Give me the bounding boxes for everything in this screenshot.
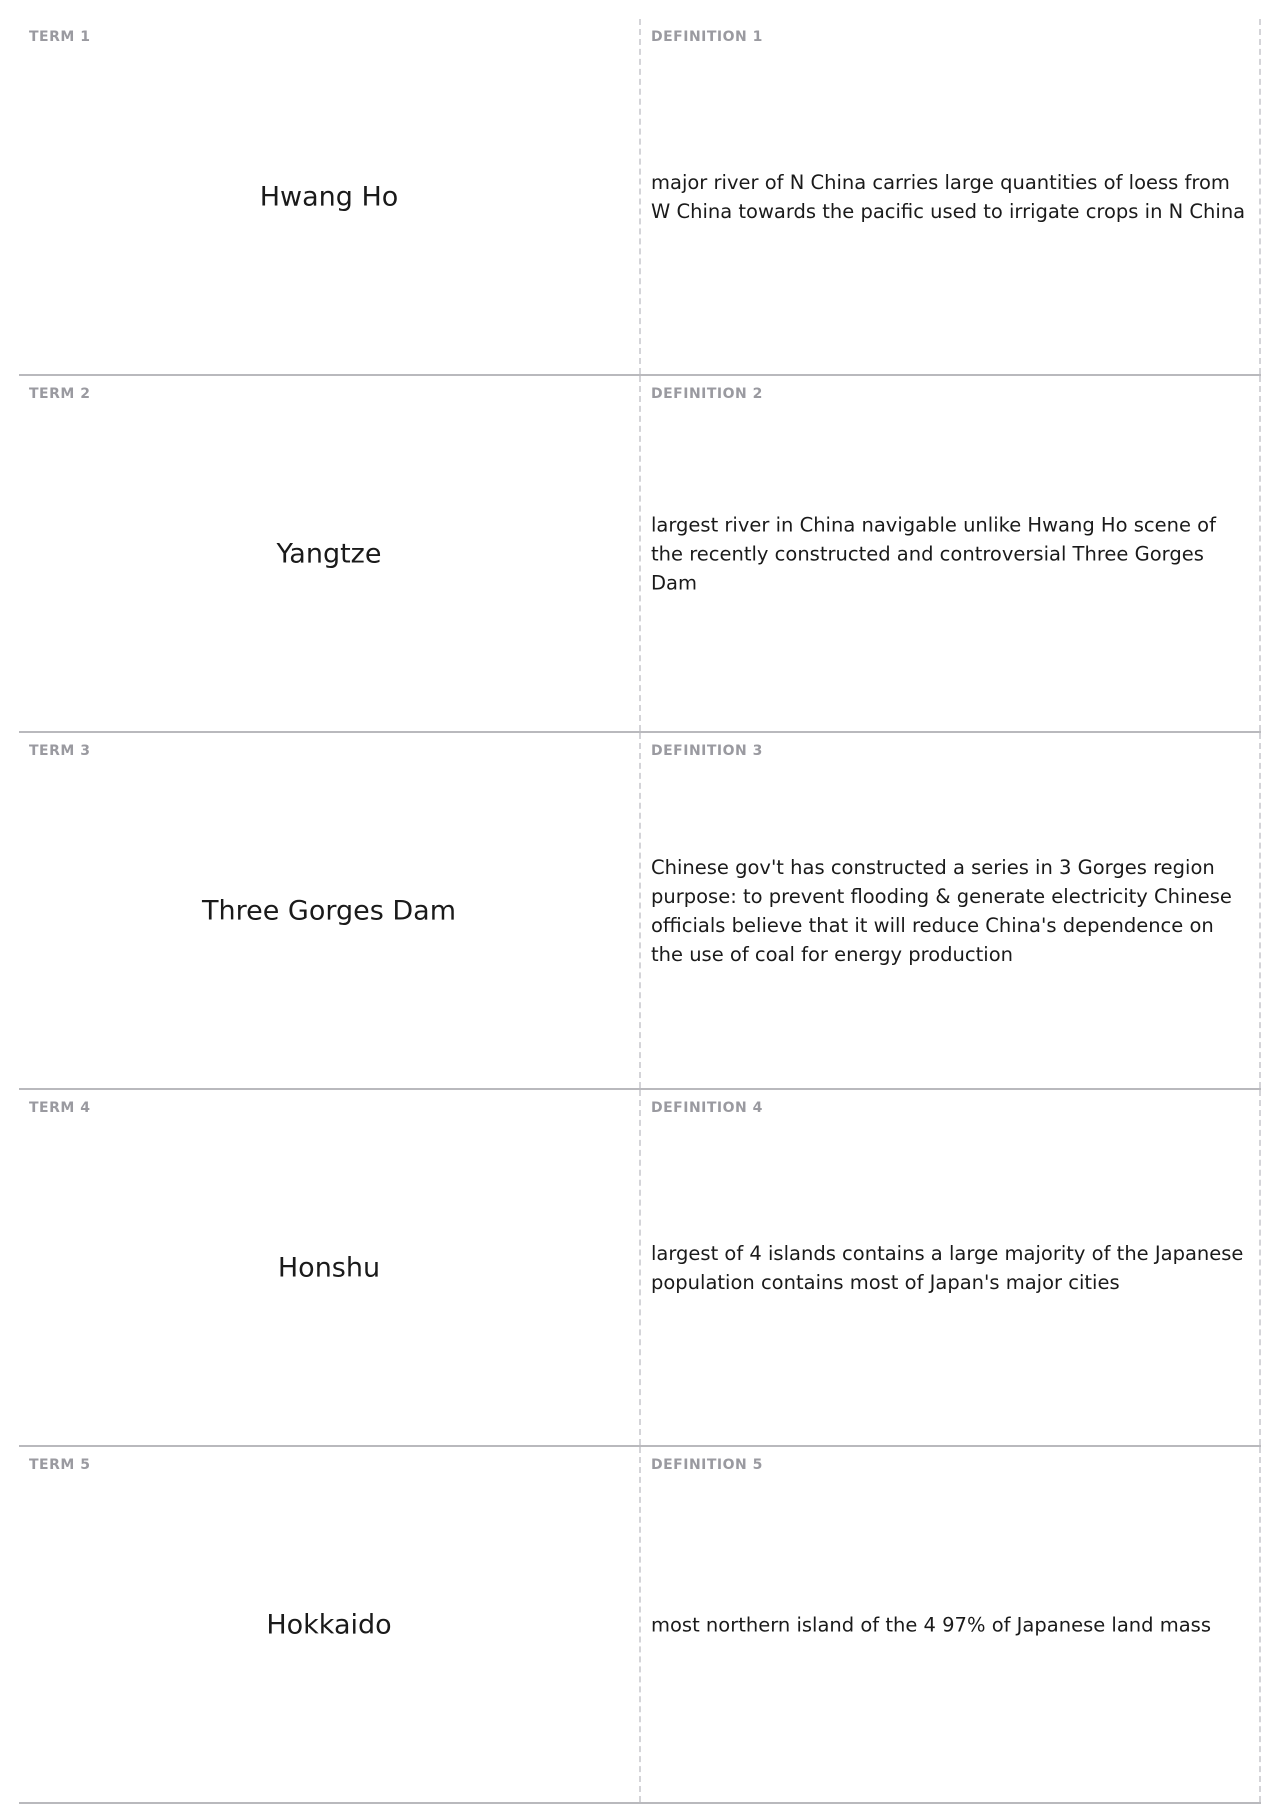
term-label: TERM 2 [29,386,91,402]
term-label: TERM 5 [29,1457,91,1473]
definition-text: Chinese gov't has constructed a series in 3 Gorges region purpose: to prevent flooding & generate electricity Chinese officials believe that it will reduce China's dependence on the use of coal for energy production [651,855,1232,966]
definition-label: DEFINITION 2 [651,386,763,402]
definition-cell [641,733,1261,1088]
definition-label: DEFINITION 1 [651,29,763,45]
definition-cell [641,1447,1261,1802]
definition-cell [641,376,1261,731]
definition-text: largest of 4 islands contains a large majority of the Japanese population contains most of Japan's major cities [651,1241,1244,1294]
flashcard-sheet [19,19,1261,1804]
definition-cell [641,19,1261,374]
term-cell [19,376,641,731]
flashcard-row [19,376,1261,733]
term-cell [19,733,641,1088]
term-text: Hwang Ho [259,181,399,212]
term-text: Hokkaido [266,1609,392,1640]
flashcard-row [19,1447,1261,1804]
term-label: TERM 3 [29,743,91,759]
term-label: TERM 4 [29,1100,91,1116]
definition-text: most northern island of the 4 97% of Japanese land mass [651,1613,1211,1636]
definition-cell [641,1090,1261,1445]
definition-text: major river of N China carries large quantities of loess from W China towards the pacific used to irrigate crops in N China [651,170,1246,223]
definition-text: largest river in China navigable unlike Hwang Ho scene of the recently constructed and controversial Three Gorges Dam [651,513,1216,594]
flashcard-row [19,733,1261,1090]
term-text: Three Gorges Dam [201,895,457,926]
term-text: Yangtze [276,538,382,569]
term-cell [19,19,641,374]
term-label: TERM 1 [29,29,91,45]
definition-label: DEFINITION 3 [651,743,763,759]
definition-label: DEFINITION 4 [651,1100,763,1116]
flashcard-row [19,1090,1261,1447]
term-cell [19,1447,641,1802]
definition-label: DEFINITION 5 [651,1457,763,1473]
term-cell [19,1090,641,1445]
flashcard-row [19,19,1261,376]
term-text: Honshu [277,1252,381,1283]
